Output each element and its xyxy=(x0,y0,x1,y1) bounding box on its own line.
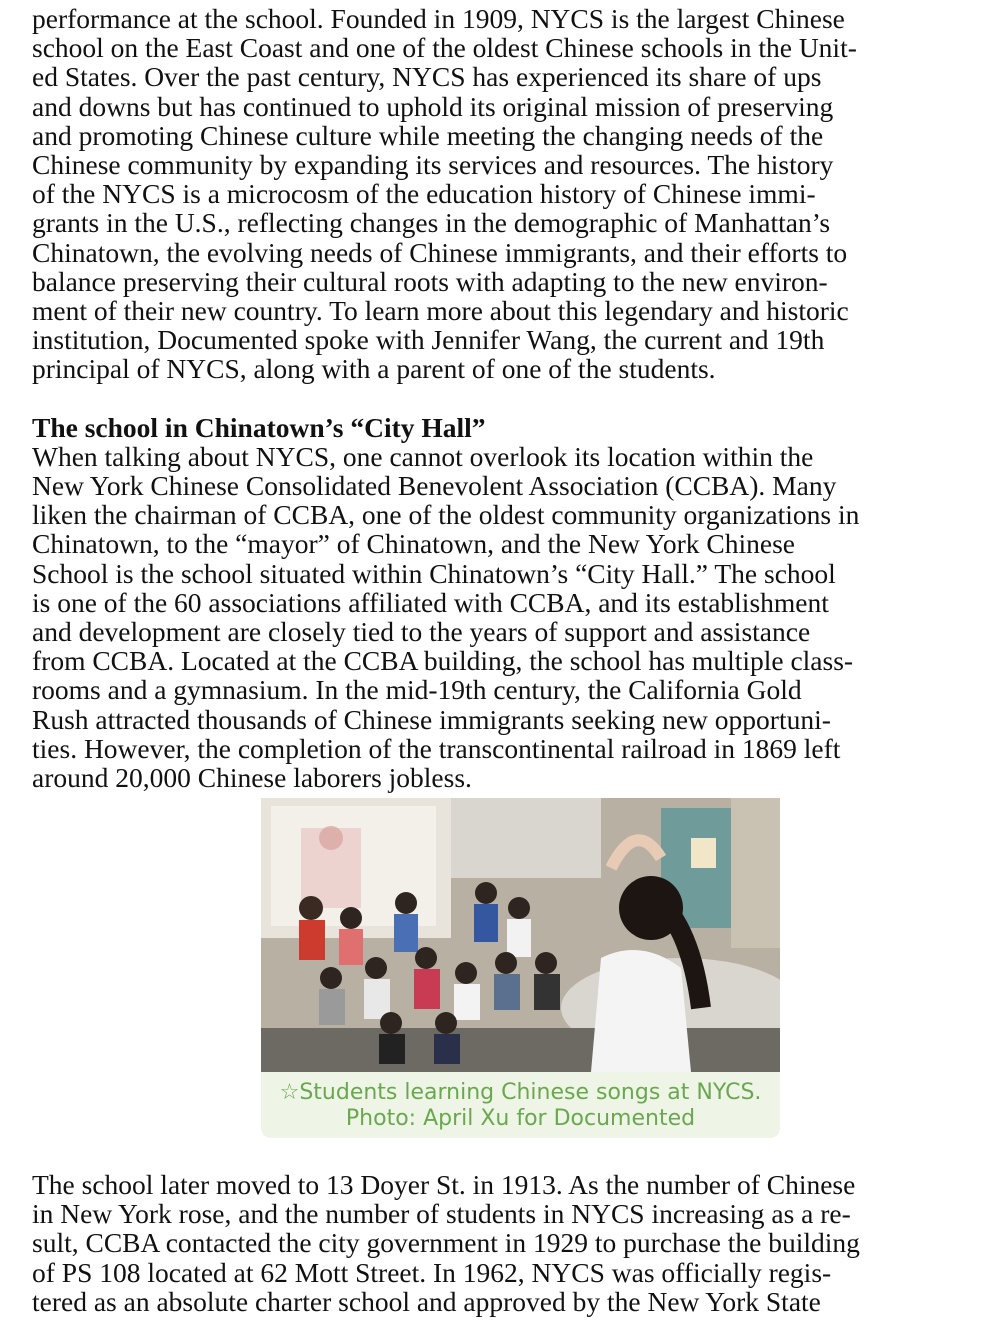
closing-paragraph xyxy=(32,1170,962,1316)
text-line: school on the East Coast and one of the oldest Chinese schools in the Unit- xyxy=(32,32,857,64)
section-paragraph xyxy=(32,442,962,792)
text-line: from CCBA. Located at the CCBA building, the school has multiple class- xyxy=(32,645,854,677)
text-line: institution, Documented spoke with Jennifer Wang, the current and 19th xyxy=(32,324,825,356)
article-figure xyxy=(261,798,780,1143)
text-line: is one of the 60 associations affiliated with CCBA, and its establishment xyxy=(32,586,829,618)
text-line: of PS 108 located at 62 Mott Street. In 1962, NYCS was officially regis- xyxy=(32,1256,832,1288)
caption-line: ☆Students learning Chinese songs at NYCS. xyxy=(279,1080,762,1105)
photo-caption xyxy=(261,1072,780,1138)
section-heading: The school in Chinatown’s “City Hall” xyxy=(32,411,486,443)
text-line: Chinatown, to the “mayor” of Chinatown, and the New York Chinese xyxy=(32,528,796,560)
text-line: sult, CCBA contacted the city government in 1929 to purchase the building xyxy=(32,1227,860,1259)
caption-credit: Photo: April Xu for Documented xyxy=(345,1106,696,1131)
text-line: principal of NYCS, along with a parent of one of the students. xyxy=(32,353,716,385)
text-line: rooms and a gymnasium. In the mid-19th century, the California Gold xyxy=(32,674,802,706)
text-line: ed States. Over the past century, NYCS has experienced its share of ups xyxy=(32,61,822,93)
text-line: ment of their new country. To learn more about this legendary and historic xyxy=(32,295,849,327)
text-line: liken the chairman of CCBA, one of the oldest community organizations in xyxy=(32,499,860,531)
text-line: School is the school situated within Chinatown’s “City Hall.” The school xyxy=(32,557,836,589)
text-line: of the NYCS is a microcosm of the education history of Chinese immi- xyxy=(32,178,816,210)
intro-paragraph xyxy=(32,4,962,384)
article-body xyxy=(32,4,962,792)
text-line: Rush attracted thousands of Chinese immigrants seeking new opportuni- xyxy=(32,703,831,735)
text-line: tered as an absolute charter school and approved by the New York State xyxy=(32,1285,821,1317)
text-line: When talking about NYCS, one cannot overlook its location within the xyxy=(32,440,814,472)
text-line: around 20,000 Chinese laborers jobless. xyxy=(32,762,472,794)
text-line: and promoting Chinese culture while meeting the changing needs of the xyxy=(32,119,824,151)
text-line: New York Chinese Consolidated Benevolent Association (CCBA). Many xyxy=(32,470,837,502)
text-line: grants in the U.S., reflecting changes in the demographic of Manhattan’s xyxy=(32,207,831,239)
classroom-photo xyxy=(261,798,780,1072)
text-line: balance preserving their cultural roots with adapting to the new environ- xyxy=(32,265,828,297)
text-line: and development are closely tied to the years of support and assistance xyxy=(32,616,811,648)
text-line: Chinese community by expanding its services and resources. The history xyxy=(32,149,834,181)
text-line: in New York rose, and the number of students in NYCS increasing as a re- xyxy=(32,1198,851,1230)
text-line: The school later moved to 13 Doyer St. in 1913. As the number of Chinese xyxy=(32,1169,856,1200)
text-line: and downs but has continued to uphold its original mission of preserving xyxy=(32,90,834,122)
text-line: ties. However, the completion of the transcontinental railroad in 1869 left xyxy=(32,732,841,764)
text-line: performance at the school. Founded in 1909, NYCS is the largest Chinese xyxy=(32,3,845,34)
text-line: Chinatown, the evolving needs of Chinese immigrants, and their efforts to xyxy=(32,236,848,268)
